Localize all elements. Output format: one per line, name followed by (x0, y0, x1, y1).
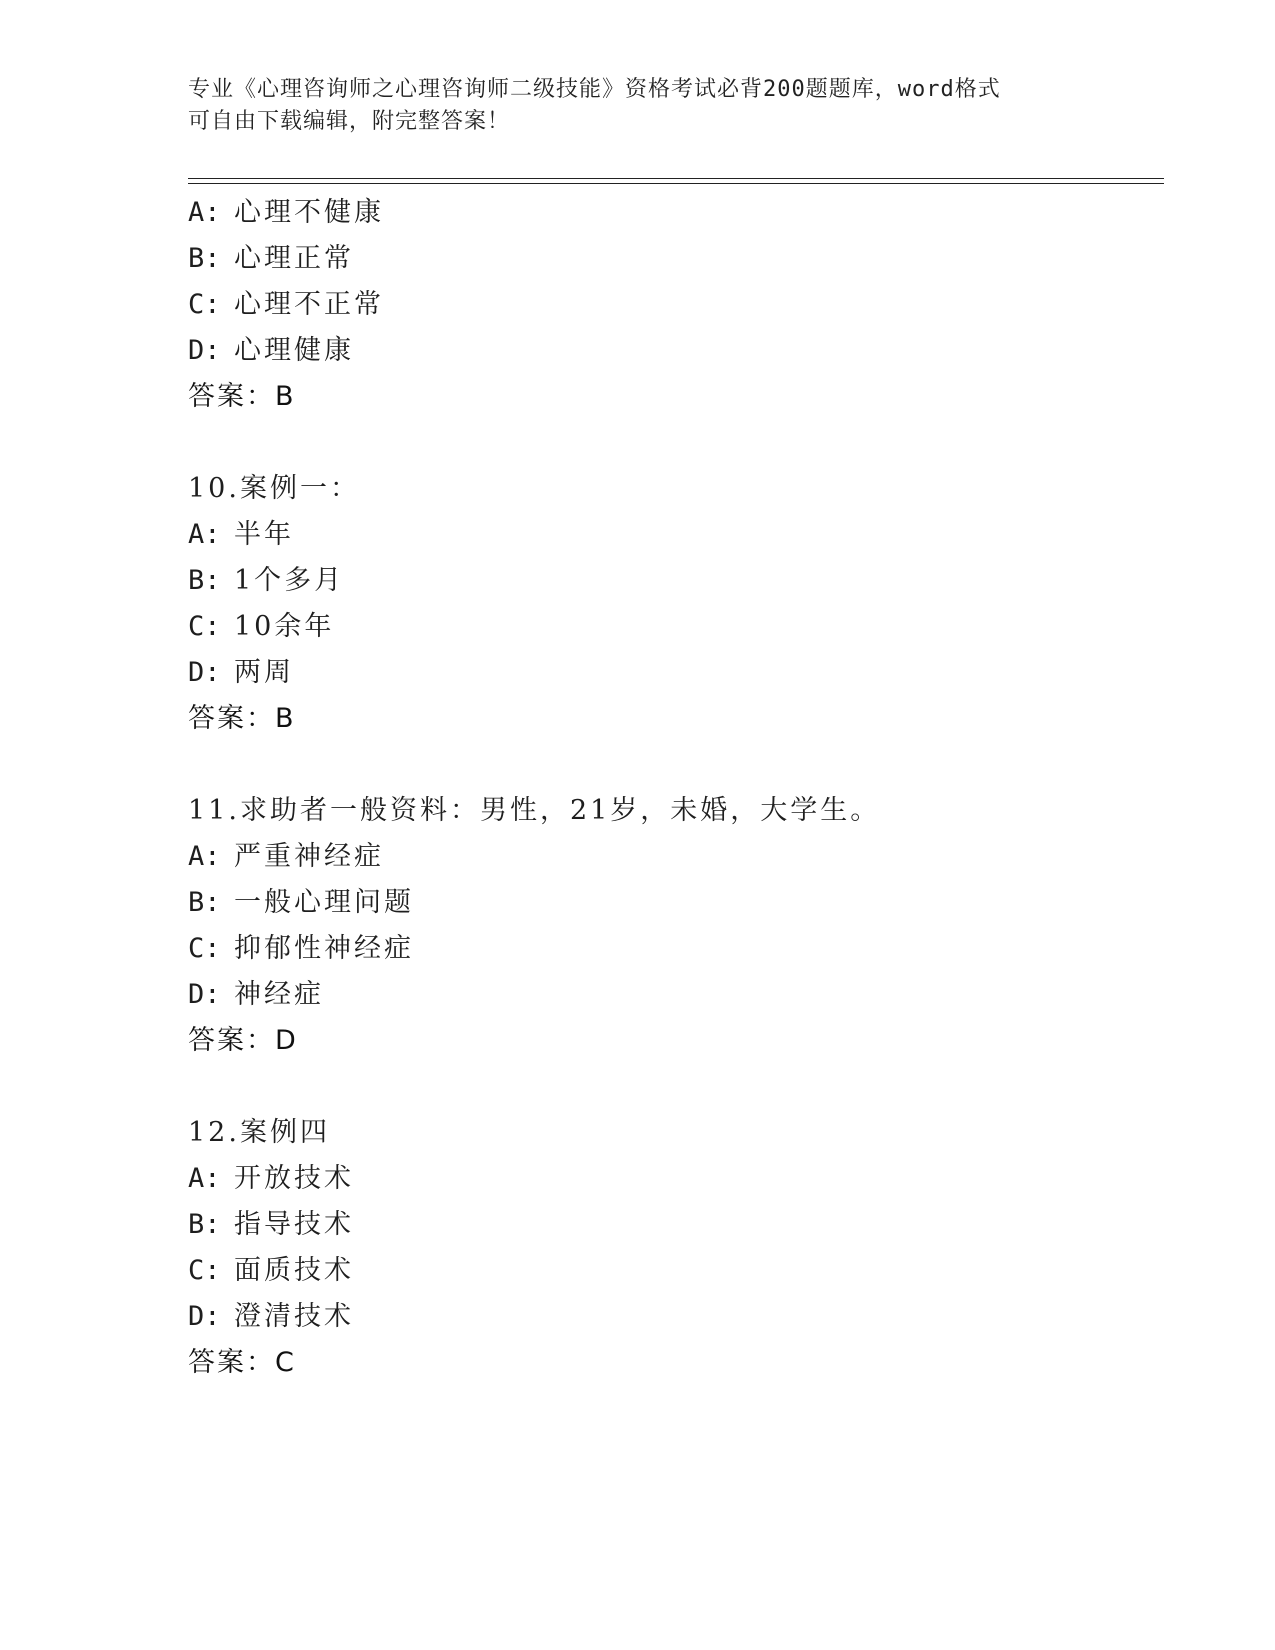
option-d (188, 650, 1164, 696)
option-letter: A: (188, 519, 221, 550)
option-text: 指导技术 (234, 1209, 354, 1240)
option-a (188, 834, 1164, 880)
option-letter: D: (188, 1301, 221, 1332)
option-letter: A: (188, 197, 221, 228)
question-block-9 (188, 190, 1164, 420)
option-letter: D: (188, 335, 221, 366)
option-text: 心理不正常 (234, 289, 384, 320)
option-text: 1个多月 (234, 565, 345, 596)
option-b (188, 558, 1164, 604)
option-text: 开放技术 (234, 1163, 354, 1194)
option-letter: C: (188, 933, 221, 964)
document-header (188, 74, 1088, 138)
option-d (188, 1294, 1164, 1340)
option-c (188, 282, 1164, 328)
option-text: 一般心理问题 (234, 887, 414, 918)
option-letter: A: (188, 841, 221, 872)
question-block-11 (188, 788, 1164, 1064)
option-text: 半年 (234, 519, 294, 550)
option-letter: C: (188, 289, 221, 320)
spacer (188, 1064, 1164, 1110)
question-title: 11.求助者一般资料：男性，21岁，未婚，大学生。 (188, 795, 881, 826)
option-text: 10余年 (234, 611, 335, 642)
header-divider-bottom (188, 183, 1164, 184)
option-text: 严重神经症 (234, 841, 384, 872)
header-line-2: 可自由下载编辑，附完整答案！ (188, 109, 511, 134)
option-b (188, 236, 1164, 282)
option-letter: B: (188, 243, 221, 274)
option-c (188, 1248, 1164, 1294)
option-b (188, 1202, 1164, 1248)
option-letter: C: (188, 1255, 221, 1286)
option-text: 神经症 (234, 979, 324, 1010)
answer-line: 答案：B (188, 381, 296, 412)
option-text: 心理不健康 (234, 197, 384, 228)
option-text: 澄清技术 (234, 1301, 354, 1332)
header-divider-top (188, 178, 1164, 179)
question-title: 10.案例一： (188, 473, 360, 504)
answer-line: 答案：D (188, 1025, 298, 1056)
option-a (188, 512, 1164, 558)
question-list (188, 190, 1164, 1386)
option-a (188, 1156, 1164, 1202)
option-c (188, 604, 1164, 650)
answer-line: 答案：B (188, 703, 296, 734)
option-text: 心理健康 (234, 335, 354, 366)
header-line-1: 专业《心理咨询师之心理咨询师二级技能》资格考试必背200题题库，word格式 (188, 77, 1001, 102)
option-text: 抑郁性神经症 (234, 933, 414, 964)
spacer (188, 742, 1164, 788)
option-a (188, 190, 1164, 236)
option-d (188, 972, 1164, 1018)
option-letter: B: (188, 1209, 221, 1240)
option-text: 心理正常 (234, 243, 354, 274)
option-d (188, 328, 1164, 374)
option-letter: B: (188, 887, 221, 918)
option-letter: A: (188, 1163, 221, 1194)
option-letter: D: (188, 657, 221, 688)
option-text: 面质技术 (234, 1255, 354, 1286)
answer-line: 答案：C (188, 1347, 296, 1378)
option-b (188, 880, 1164, 926)
option-c (188, 926, 1164, 972)
option-letter: C: (188, 611, 221, 642)
option-letter: D: (188, 979, 221, 1010)
question-title: 12.案例四 (188, 1117, 330, 1148)
question-block-10 (188, 466, 1164, 742)
option-text: 两周 (234, 657, 294, 688)
spacer (188, 420, 1164, 466)
option-letter: B: (188, 565, 221, 596)
question-block-12 (188, 1110, 1164, 1386)
